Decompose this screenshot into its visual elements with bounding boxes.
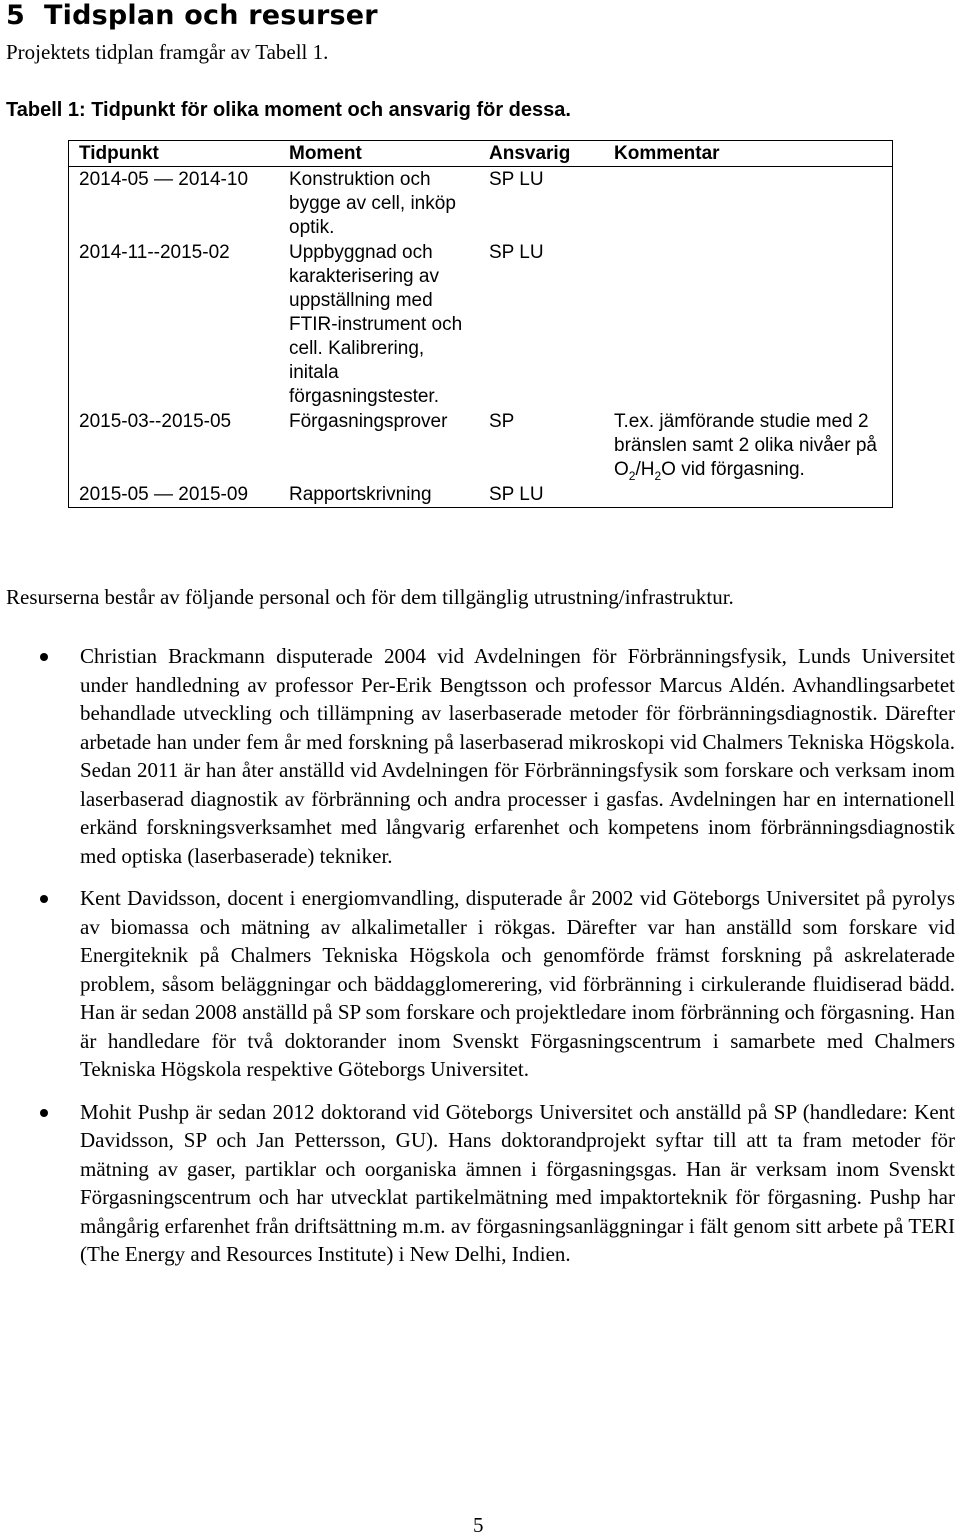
- table-row: [69, 409, 893, 482]
- cell-tidpunkt: 2014-11--2015-02: [69, 240, 280, 409]
- resources-intro: Resurserna består av följande personal och för dem tillgänglig utrustning/infrastruktur.: [6, 585, 734, 609]
- list-item-text: Christian Brackmann disputerade 2004 vid Avdelningen för Förbränningsfysik, Lunds Universitet under handledning av professor Per-Erik Bengtsson och professor Marcus Aldén. Avhandlingsarbetet behandlade utveckling och tillämpning av laserbaserade metoder för förbränningsdiagnostik. Därefter arbetade han under fem år med forskning på laserbaserad mikroskopi vid Chalmers Tekniska Högskola. Sedan 2011 är han åter anställd vid Avdelningen för Förbränningsfysik som forskare och verksam inom laserbaserad diagnostik av förbränning och andra processer i gasfas. Avdelningen har en internationell erkänd forskningsverksamhet med långvarig erfarenhet och kompetens inom förbränningsdiagnostik med optiska (laserbaserade) tekniker.: [80, 644, 955, 868]
- kommentar-text: T.ex. jämförande studie med 2 bränslen samt 2 olika nivåer på O: [614, 411, 877, 480]
- cell-kommentar: [604, 409, 893, 482]
- section-heading: [6, 0, 378, 31]
- cell-kommentar: [604, 240, 893, 409]
- list-item-text: Kent Davidsson, docent i energiomvandling, disputerade år 2002 vid Göteborgs Universitet på pyrolys av biomassa och mätning av alkalimetaller i rökgas. Därefter var han anställd som forskare vid Energiteknik på Chalmers Tekniska Högskola och genomförde främst forskning på askrelaterade problem, såsom beläggningar och bäddagglomerering, vid förbränning i cirkulerande fluidiserad bädd. Han är sedan 2008 anställd på SP som forskare och projektledare inom förbränning och förgasning. Han är handledare för två doktorander inom Svenskt Förgasningscentrum i samarbete med Chalmers Tekniska Högskola respektive Göteborgs Universitet.: [80, 886, 955, 1081]
- cell-tidpunkt: 2015-03--2015-05: [69, 409, 280, 482]
- cell-kommentar: [604, 482, 893, 508]
- cell-ansvarig: SP LU: [489, 169, 544, 190]
- header-tidpunkt: Tidpunkt: [69, 141, 280, 167]
- header-moment: Moment: [279, 141, 479, 167]
- header-kommentar: Kommentar: [604, 141, 893, 167]
- intro-paragraph: Projektets tidplan framgår av Tabell 1.: [6, 40, 329, 64]
- kommentar-text-mid: /H: [635, 459, 655, 480]
- bullet-icon: [40, 1109, 48, 1117]
- cell-ansvarig: SP LU: [489, 242, 544, 263]
- section-title: Tidsplan och resurser: [44, 0, 378, 31]
- subscript-2: 2: [628, 468, 636, 483]
- cell-moment: Konstruktion och bygge av cell, inköp optik.: [289, 169, 456, 238]
- table-row: [69, 240, 893, 409]
- bullet-icon: [40, 653, 48, 661]
- section-number: 5: [6, 0, 25, 31]
- cell-kommentar: [604, 167, 893, 241]
- cell-ansvarig: SP LU: [479, 482, 604, 508]
- table-caption: Tabell 1: Tidpunkt för olika moment och ansvarig för dessa.: [6, 99, 571, 121]
- list-item-text: Mohit Pushp är sedan 2012 doktorand vid Göteborgs Universitet och anställd på SP (handledare: Kent Davidsson, SP och Jan Pettersson, GU). Hans doktorandprojekt syftar till att ta fram metoder för mätning av gaser, partiklar och oorganiska ämnen i förgasningsgas. Han är verksam inom Svenskt Förgasningscentrum och har utvecklat partikelmätning med impaktorteknik för förgasning. Pushp har mångårig erfarenhet från driftsättning m.m. av förgasningsanläggningar i fält genom sitt arbete på TERI (The Energy and Resources Institute) i New Delhi, Indien.: [80, 1099, 955, 1266]
- cell-tidpunkt: 2015-05 — 2015-09: [69, 482, 280, 508]
- list-item: [0, 642, 960, 870]
- cell-moment: Uppbyggnad och karakterisering av uppställning med FTIR-instrument och cell. Kalibrering, initala förgasningstester.: [289, 242, 463, 407]
- schedule-table: [68, 140, 893, 508]
- subscript-2: 2: [654, 468, 662, 483]
- header-ansvarig: Ansvarig: [479, 141, 604, 167]
- bullet-icon: [40, 895, 48, 903]
- cell-ansvarig: SP: [489, 411, 515, 432]
- list-item: [0, 1098, 960, 1269]
- kommentar-text-end: O vid förgasning.: [661, 459, 805, 480]
- table-row: [69, 482, 893, 508]
- personnel-list: [0, 642, 960, 1283]
- cell-tidpunkt: 2014-05 — 2014-10: [69, 167, 280, 241]
- page-number: 5: [473, 1513, 484, 1537]
- table-row: [69, 167, 893, 241]
- cell-moment: Rapportskrivning: [279, 482, 479, 508]
- table-header-row: [69, 141, 893, 167]
- cell-moment: Förgasningsprover: [289, 411, 448, 432]
- list-item: [0, 884, 960, 1084]
